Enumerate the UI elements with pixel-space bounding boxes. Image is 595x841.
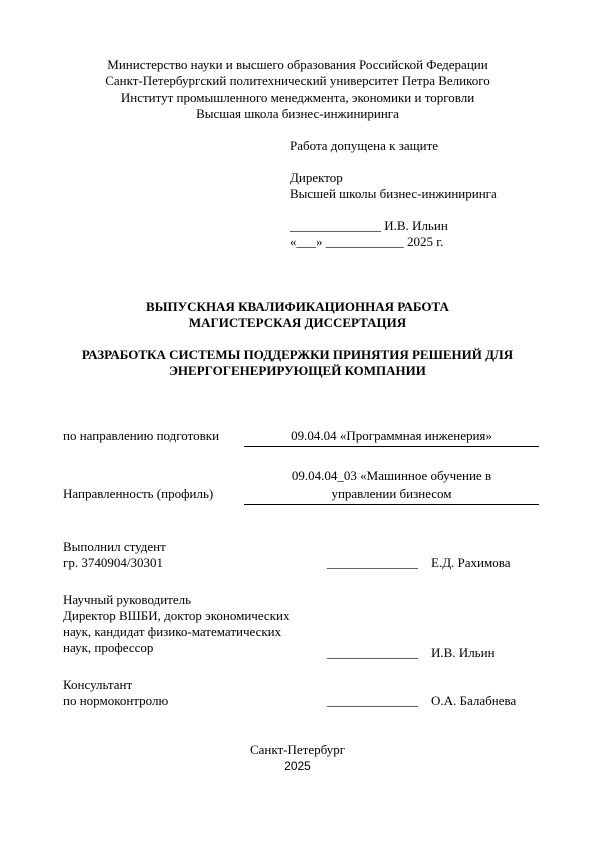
- university-line: Санкт-Петербургский политехнический университет Петра Великого: [105, 73, 490, 88]
- ministry-line: Министерство науки и высшего образования Российской Федерации: [107, 57, 488, 72]
- approver-signature-line: ______________ И.В. Ильин: [290, 218, 448, 233]
- supervisor-name: И.В. Ильин: [431, 645, 495, 660]
- supervisor-title-line1: Директор ВШБИ, доктор экономических: [63, 608, 290, 623]
- student-label: Выполнил студент: [63, 539, 166, 554]
- supervisor-title-line2: наук, кандидат физико-математических: [63, 624, 282, 639]
- consultant-label: Консультант: [63, 677, 133, 692]
- approver-position: Директор: [290, 170, 343, 185]
- supervisor-title-line3: наук, профессор: [63, 640, 154, 655]
- topic-title-line1: РАЗРАБОТКА СИСТЕМЫ ПОДДЕРЖКИ ПРИНЯТИЯ РЕШЕНИЙ ДЛЯ: [81, 347, 514, 362]
- consultant-name: О.А. Балабнева: [431, 693, 517, 708]
- student-group: гр. 3740904/30301: [63, 555, 163, 570]
- supervisor-signature-line: ______________: [327, 645, 418, 660]
- school-line: Высшая школа бизнес-инжиниринга: [196, 106, 399, 121]
- profile-label: Направленность (профиль): [63, 486, 214, 501]
- work-type-title: ВЫПУСКНАЯ КВАЛИФИКАЦИОННАЯ РАБОТА: [146, 299, 449, 314]
- admitted-text: Работа допущена к защите: [290, 138, 439, 153]
- approval-date-line: «___» ____________ 2025 г.: [290, 234, 444, 249]
- profile-value-line2: управлении бизнесом: [331, 486, 452, 501]
- direction-value: 09.04.04 «Программная инженерия»: [291, 428, 492, 443]
- profile-value-line1: 09.04.04_03 «Машинное обучение в: [291, 468, 492, 483]
- topic-title-line2: ЭНЕРГОГЕНЕРИРУЮЩЕЙ КОМПАНИИ: [169, 363, 426, 378]
- supervisor-label: Научный руководитель: [63, 592, 192, 607]
- student-name: Е.Д. Рахимова: [431, 555, 511, 570]
- consultant-role: по нормоконтролю: [63, 693, 169, 708]
- institute-line: Институт промышленного менеджмента, экономики и торговли: [120, 90, 475, 105]
- degree-title: МАГИСТЕРСКАЯ ДИССЕРТАЦИЯ: [188, 315, 407, 330]
- year: 2025: [284, 759, 311, 773]
- approver-org: Высшей школы бизнес-инжиниринга: [290, 186, 497, 201]
- profile-underline: [244, 504, 539, 505]
- student-signature-line: ______________: [327, 555, 418, 570]
- consultant-signature-line: ______________: [327, 693, 418, 708]
- direction-underline: [244, 446, 539, 447]
- direction-label: по направлению подготовки: [63, 428, 220, 443]
- city: Санкт-Петербург: [249, 742, 346, 757]
